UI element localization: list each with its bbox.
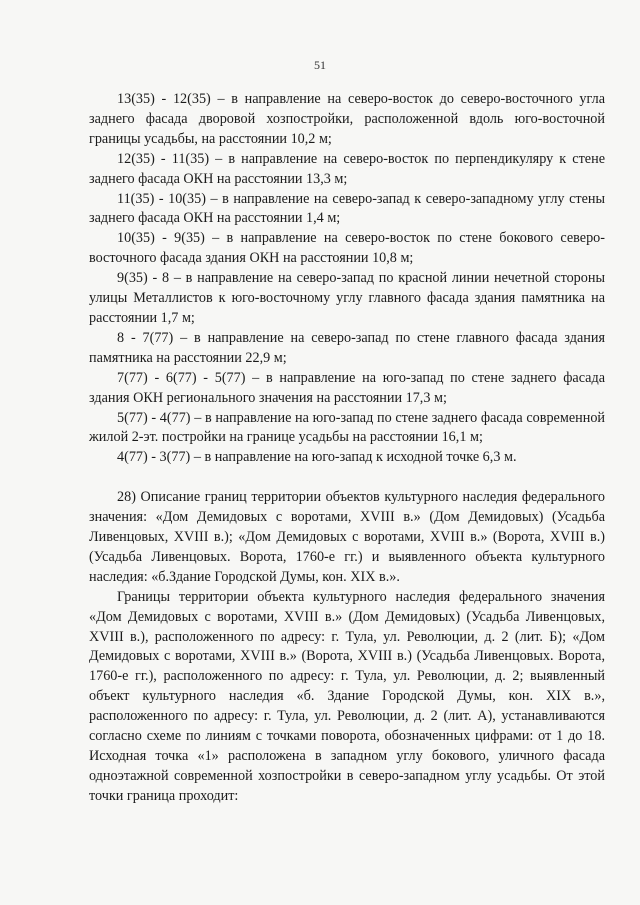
route-paragraph: 4(77) - 3(77) – в направление на юго-запад к исходной точке 6,3 м. xyxy=(117,449,517,466)
section-heading: 28) Описание границ территории объектов культурного наследия федерального значения: «Дом Демидовых с воротами, XVIII в.» (Дом Демидовых) (Усадьба Ливенцовых, XVIII в.); «Дом Демидовых с воротами, XVIII в.» (Ворота, XVIII в.) (Усадьба Ливенцовых. Ворота, 1760-е гг.) и выявленного объекта культурного наследия: «б.Здание Городской Думы, кон. XIX в.». xyxy=(89,489,605,585)
section-body: Границы территории объекта культурного наследия федерального значения «Дом Демидовых с воротами, XVIII в.» (Дом Демидовых) (Усадьба Ливенцовых, XVIII в.), расположенного по адресу: г. Тула, ул. Революции, д. 2 (лит. Б); «Дом Демидовых с воротами, XVIII в.» (Ворота, XVIII в.) (Усадьба Ливенцовых. Ворота, 1760-е гг.), расположенного по адресу: г. Тула, ул. Революции, д. 2; выявленный объект культурного наследия «б. Здание Городской Думы, кон. XIX в.», расположенного по адресу: г. Тула, ул. Революции, д. 2 (лит. А), устанавливаются согласно схеме по линиям с точками поворота, обозначенных цифрами: от 1 до 18. Исходная точка «1» расположена в западном углу бокового, уличного фасада одноэтажной современной хозпостройки в северо-западном углу усадьбы. От этой точки граница проходит: xyxy=(89,588,605,804)
route-paragraph: 9(35) - 8 – в направление на северо-запад по красной линии нечетной стороны улицы Металлистов к юго-восточному углу главного фасада здания памятника на расстоянии 1,7 м; xyxy=(89,270,605,326)
route-paragraph: 13(35) - 12(35) – в направление на северо-восток до северо-восточного угла заднего фасада дворовой хозпостройки, расположенной вдоль юго-восточной границы усадьбы, на расстоянии 10,2 м; xyxy=(89,91,605,147)
page-number: 51 xyxy=(314,58,326,72)
route-paragraph: 5(77) - 4(77) – в направление на юго-запад по стене заднего фасада современной жилой 2-эт. постройки на границе усадьбы на расстоянии 16,1 м; xyxy=(89,409,605,446)
paragraph-gap xyxy=(89,468,605,488)
route-paragraph: 11(35) - 10(35) – в направление на северо-запад к северо-западному углу стены заднего фасада ОКН на расстоянии 1,4 м; xyxy=(89,190,605,227)
route-paragraph: 10(35) - 9(35) – в направление на северо-восток по стене бокового северо-восточного фасада здания ОКН на расстоянии 10,8 м; xyxy=(89,230,605,267)
route-paragraph: 7(77) - 6(77) - 5(77) – в направление на юго-запад по стене заднего фасада здания ОКН регионального значения на расстоянии 17,3 м; xyxy=(89,369,605,406)
document-body xyxy=(89,90,605,807)
section-28 xyxy=(89,488,605,807)
route-paragraph: 8 - 7(77) – в направление на северо-запад по стене главного фасада здания памятника на расстоянии 22,9 м; xyxy=(89,329,605,366)
route-paragraph: 12(35) - 11(35) – в направление на северо-восток по перпендикуляру к стене заднего фасада ОКН на расстоянии 13,3 м; xyxy=(89,150,605,187)
